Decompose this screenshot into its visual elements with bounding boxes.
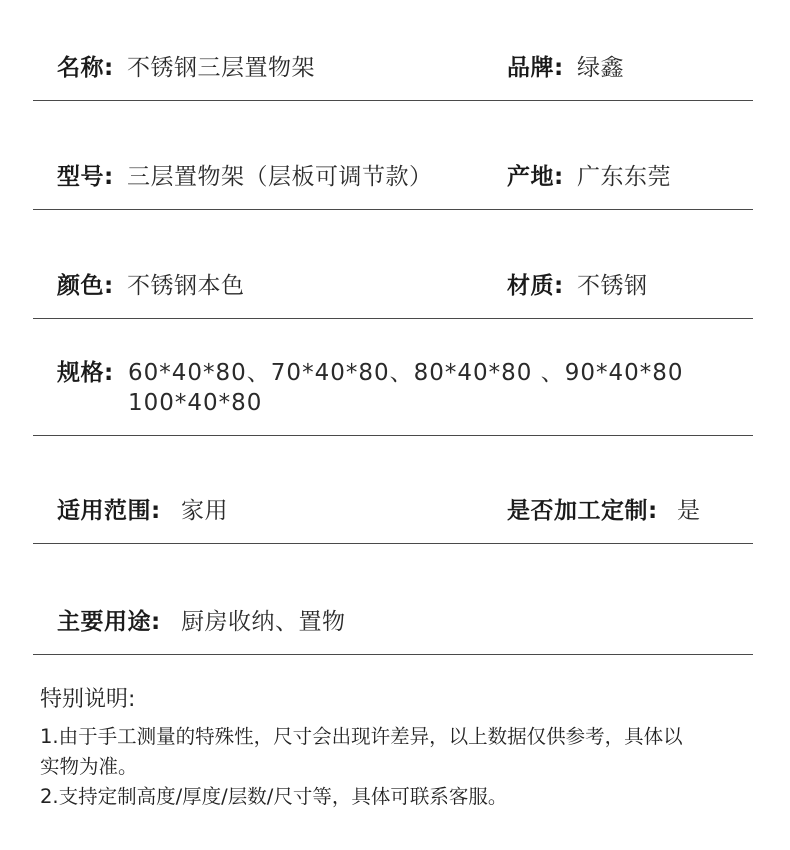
divider [33,435,753,436]
notes-line-3: 2.支持定制高度/厚度/层数/尺寸等，具体可联系客服。 [40,785,508,808]
origin-value: 广东东莞 [577,164,671,190]
divider [33,543,753,544]
usage-label: 主要用途: [57,609,161,635]
size-values-line2: 100*40*80 [128,390,263,416]
usage-value: 厨房收纳、置物 [181,609,346,635]
name-value: 不锈钢三层置物架 [127,55,315,81]
name-label: 名称: [57,55,114,81]
brand-value: 绿鑫 [577,55,624,81]
origin-label: 产地: [507,164,564,190]
color-label: 颜色: [57,273,114,299]
divider [33,100,753,101]
material-value: 不锈钢 [577,273,648,299]
notes-title: 特别说明: [40,687,136,712]
custom-label: 是否加工定制: [507,498,658,524]
size-values-line1: 60*40*80、70*40*80、80*40*80 、90*40*80 [128,360,684,386]
scope-label: 适用范围: [57,498,161,524]
notes-line-1: 1.由于手工测量的特殊性，尺寸会出现许差异，以上数据仅供参考，具体以 [40,725,683,748]
notes-line-2: 实物为准。 [40,755,138,778]
model-value: 三层置物架（层板可调节款） [127,164,433,190]
size-label: 规格: [57,360,114,386]
divider [33,654,753,655]
scope-value: 家用 [181,498,228,524]
model-label: 型号: [57,164,114,190]
material-label: 材质: [507,273,564,299]
divider [33,209,753,210]
color-value: 不锈钢本色 [127,273,245,299]
divider [33,318,753,319]
brand-label: 品牌: [507,55,564,81]
custom-value: 是 [677,498,701,524]
